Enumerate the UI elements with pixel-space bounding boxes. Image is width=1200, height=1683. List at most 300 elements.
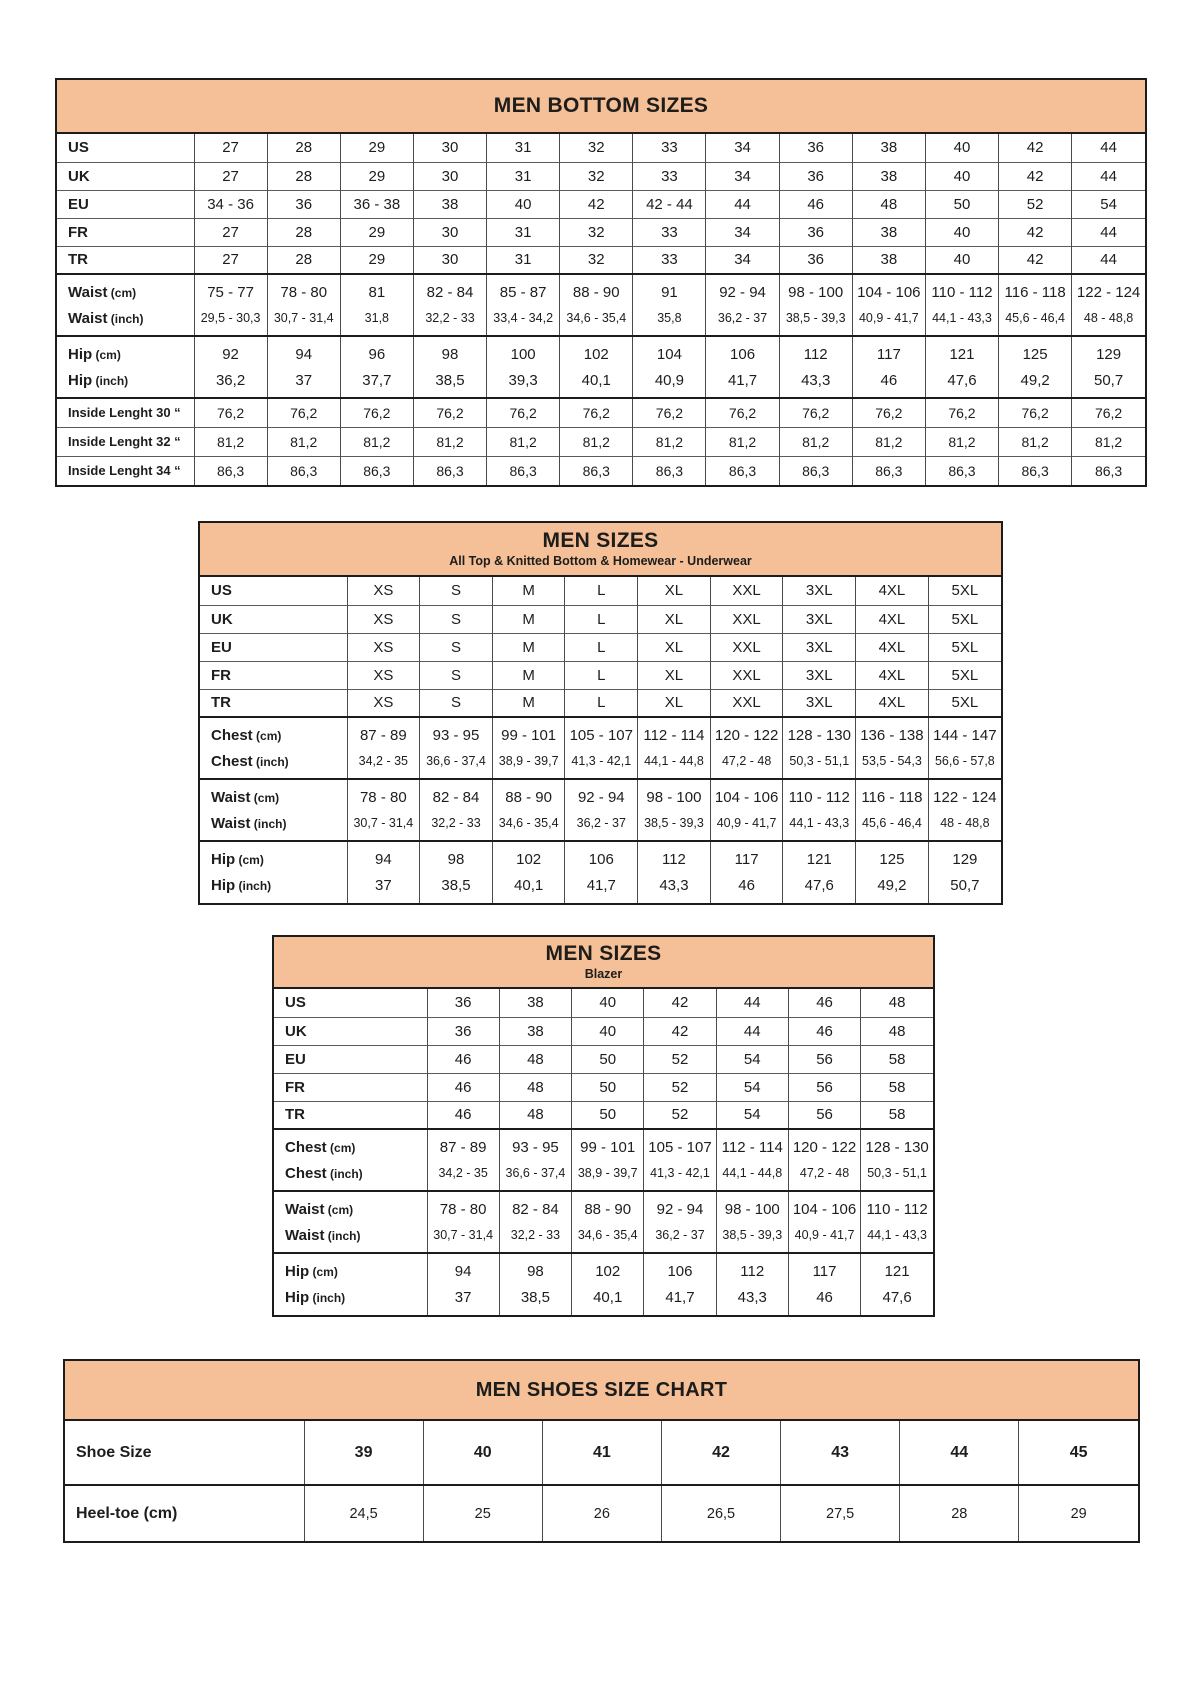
value-cell: 31 (487, 162, 560, 190)
value-cell: 86,3 (706, 456, 779, 485)
value-cell: 29 (340, 218, 413, 246)
value-cell: 44,1 - 44,8 (638, 748, 711, 779)
value-cell: 120 - 122 (710, 717, 783, 748)
row-label: Heel-toe (cm) (65, 1485, 304, 1541)
value-cell: 87 - 89 (427, 1129, 499, 1160)
value-cell: 86,3 (633, 456, 706, 485)
table-title: MEN BOTTOM SIZES (493, 94, 709, 118)
value-cell: XL (638, 605, 711, 633)
value-cell: 39,3 (487, 367, 560, 398)
value-cell: L (565, 689, 638, 717)
value-cell: L (565, 605, 638, 633)
value-cell: 38 (413, 190, 486, 218)
value-cell: 81,2 (267, 427, 340, 456)
value-cell: 86,3 (925, 456, 998, 485)
table-row (200, 577, 1001, 605)
value-cell: 42 (560, 190, 633, 218)
value-cell: 27 (194, 162, 267, 190)
row-label: US (68, 139, 89, 157)
value-cell: 27,5 (781, 1485, 900, 1541)
value-cell: 88 - 90 (572, 1191, 644, 1222)
value-cell: 40 (487, 190, 560, 218)
row-label: TR (200, 689, 347, 717)
value-cell: 41,7 (706, 367, 779, 398)
row-label: Waist (inch) (68, 309, 144, 327)
value-cell: 86,3 (852, 456, 925, 485)
value-cell: 41,3 - 42,1 (565, 748, 638, 779)
value-cell: 82 - 84 (413, 274, 486, 305)
value-cell: 81 (340, 274, 413, 305)
value-cell: 41 (542, 1421, 661, 1485)
table-row (274, 1284, 933, 1315)
value-cell: 40,9 - 41,7 (852, 305, 925, 336)
value-cell: 46 (779, 190, 852, 218)
value-cell: 98 (420, 841, 493, 872)
value-cell: 76,2 (413, 398, 486, 427)
value-cell: 106 (565, 841, 638, 872)
row-label: Inside Lenght 30 “ (57, 398, 194, 427)
table-row (57, 336, 1145, 367)
row-label: FR (274, 1073, 427, 1101)
table-header (274, 937, 933, 989)
table-row (200, 661, 1001, 689)
row-label: TR (57, 246, 194, 274)
table-row (274, 1101, 933, 1129)
value-cell: XL (638, 661, 711, 689)
value-cell: 120 - 122 (788, 1129, 860, 1160)
value-cell: 104 - 106 (788, 1191, 860, 1222)
value-cell: 56 (788, 1073, 860, 1101)
value-cell: S (420, 577, 493, 605)
row-label: Waist (inch) (211, 814, 287, 832)
value-cell: 31 (487, 134, 560, 162)
value-cell: 34,6 - 35,4 (492, 810, 565, 841)
value-cell: 78 - 80 (267, 274, 340, 305)
value-cell: 81,2 (194, 427, 267, 456)
value-cell: L (565, 577, 638, 605)
value-cell: 76,2 (779, 398, 852, 427)
value-cell: 38,9 - 39,7 (572, 1160, 644, 1191)
value-cell: 32 (560, 246, 633, 274)
table-row (65, 1485, 1138, 1541)
value-cell: M (492, 661, 565, 689)
value-cell: 44 (1072, 218, 1145, 246)
value-cell: 44,1 - 44,8 (716, 1160, 788, 1191)
value-cell: L (565, 661, 638, 689)
row-label: Waist (cm) (274, 1191, 427, 1222)
table-row (57, 367, 1145, 398)
table-row (57, 162, 1145, 190)
value-cell: 28 (267, 218, 340, 246)
value-cell: 129 (928, 841, 1001, 872)
value-cell: 36 (779, 246, 852, 274)
value-cell: M (492, 605, 565, 633)
value-cell: XXL (710, 605, 783, 633)
value-cell: 42 (999, 218, 1072, 246)
row-label: Hip (inch) (211, 877, 272, 894)
value-cell: 35,8 (633, 305, 706, 336)
table-row (274, 1253, 933, 1284)
value-cell: 36,6 - 37,4 (420, 748, 493, 779)
value-cell: 121 (861, 1253, 933, 1284)
table-row (274, 1191, 933, 1222)
row-label: TR (274, 1101, 427, 1129)
table-row (57, 218, 1145, 246)
value-cell: 86,3 (779, 456, 852, 485)
value-cell: 40 (572, 1017, 644, 1045)
value-cell: 81,2 (340, 427, 413, 456)
value-cell: 50 (572, 1045, 644, 1073)
value-cell: 4XL (856, 633, 929, 661)
value-cell: 82 - 84 (420, 779, 493, 810)
value-cell: 25 (423, 1485, 542, 1541)
value-cell: 36,2 (194, 367, 267, 398)
value-cell: 52 (644, 1073, 716, 1101)
value-cell: 44 (1072, 134, 1145, 162)
value-cell: 38,5 (420, 872, 493, 903)
size-grid (274, 989, 933, 1315)
value-cell: 91 (633, 274, 706, 305)
value-cell: 38 (852, 246, 925, 274)
value-cell: 58 (861, 1101, 933, 1129)
value-cell: 36 - 38 (340, 190, 413, 218)
value-cell: 38 (499, 1017, 571, 1045)
value-cell: 54 (716, 1073, 788, 1101)
value-cell: 48 - 48,8 (928, 810, 1001, 841)
value-cell: 44 (706, 190, 779, 218)
value-cell: 78 - 80 (427, 1191, 499, 1222)
value-cell: 36 (427, 989, 499, 1017)
table-row (200, 717, 1001, 748)
table-row (57, 190, 1145, 218)
table-row (200, 810, 1001, 841)
value-cell: 81,2 (487, 427, 560, 456)
value-cell: 44 (716, 989, 788, 1017)
value-cell: 42 - 44 (633, 190, 706, 218)
value-cell: 78 - 80 (347, 779, 420, 810)
value-cell: 40,9 - 41,7 (710, 810, 783, 841)
value-cell: 98 - 100 (716, 1191, 788, 1222)
value-cell: 99 - 101 (572, 1129, 644, 1160)
value-cell: 29,5 - 30,3 (194, 305, 267, 336)
value-cell: 46 (427, 1045, 499, 1073)
value-cell: 38 (499, 989, 571, 1017)
value-cell: 30 (413, 162, 486, 190)
table-row (274, 1222, 933, 1253)
value-cell: 3XL (783, 577, 856, 605)
value-cell: 31 (487, 218, 560, 246)
value-cell: 47,6 (783, 872, 856, 903)
value-cell: 26 (542, 1485, 661, 1541)
value-cell: L (565, 633, 638, 661)
value-cell: 105 - 107 (644, 1129, 716, 1160)
value-cell: 117 (852, 336, 925, 367)
table-title: MEN SHOES SIZE CHART (475, 1379, 728, 1401)
value-cell: 36,2 - 37 (565, 810, 638, 841)
value-cell: 38 (852, 134, 925, 162)
value-cell: 49,2 (856, 872, 929, 903)
value-cell: 32,2 - 33 (420, 810, 493, 841)
value-cell: 52 (644, 1101, 716, 1129)
value-cell: M (492, 633, 565, 661)
row-label: FR (200, 661, 347, 689)
value-cell: 117 (710, 841, 783, 872)
value-cell: 76,2 (706, 398, 779, 427)
value-cell: 48 (499, 1045, 571, 1073)
value-cell: 104 - 106 (852, 274, 925, 305)
value-cell: 27 (194, 134, 267, 162)
row-label: FR (57, 218, 194, 246)
value-cell: 34 (706, 218, 779, 246)
value-cell: 96 (340, 336, 413, 367)
value-cell: 48 (861, 989, 933, 1017)
value-cell: 5XL (928, 661, 1001, 689)
value-cell: 76,2 (633, 398, 706, 427)
value-cell: 45,6 - 46,4 (856, 810, 929, 841)
value-cell: 42 (999, 162, 1072, 190)
value-cell: 53,5 - 54,3 (856, 748, 929, 779)
row-label: Inside Lenght 34 “ (57, 456, 194, 485)
value-cell: XS (347, 661, 420, 689)
value-cell: 34 (706, 162, 779, 190)
value-cell: 86,3 (560, 456, 633, 485)
value-cell: 5XL (928, 577, 1001, 605)
value-cell: 44 (1072, 246, 1145, 274)
value-cell: 40 (925, 162, 998, 190)
value-cell: 92 - 94 (565, 779, 638, 810)
value-cell: 99 - 101 (492, 717, 565, 748)
men-sizes-top-table (198, 521, 1003, 905)
value-cell: 93 - 95 (499, 1129, 571, 1160)
value-cell: 40 (925, 218, 998, 246)
value-cell: 44 (900, 1421, 1019, 1485)
value-cell: 86,3 (999, 456, 1072, 485)
value-cell: 50 (572, 1073, 644, 1101)
value-cell: 36 (779, 162, 852, 190)
value-cell: 54 (1072, 190, 1145, 218)
value-cell: 81,2 (999, 427, 1072, 456)
row-label: Chest (inch) (211, 752, 289, 770)
value-cell: 28 (900, 1485, 1019, 1541)
value-cell: XS (347, 577, 420, 605)
value-cell: 94 (427, 1253, 499, 1284)
value-cell: 43,3 (779, 367, 852, 398)
table-header (65, 1361, 1138, 1421)
value-cell: 125 (856, 841, 929, 872)
value-cell: 112 (638, 841, 711, 872)
value-cell: XL (638, 689, 711, 717)
value-cell: 37,7 (340, 367, 413, 398)
value-cell: 102 (572, 1253, 644, 1284)
value-cell: 42 (999, 246, 1072, 274)
value-cell: 27 (194, 246, 267, 274)
value-cell: 75 - 77 (194, 274, 267, 305)
row-label: UK (57, 162, 194, 190)
value-cell: 94 (347, 841, 420, 872)
value-cell: 33 (633, 134, 706, 162)
table-header (57, 80, 1145, 134)
value-cell: 76,2 (1072, 398, 1145, 427)
table-row (57, 305, 1145, 336)
value-cell: 33 (633, 162, 706, 190)
value-cell: 38,5 (499, 1284, 571, 1315)
value-cell: 37 (347, 872, 420, 903)
men-size-charts-page (0, 78, 1200, 1543)
value-cell: 37 (427, 1284, 499, 1315)
row-label: UK (200, 605, 347, 633)
value-cell: 105 - 107 (565, 717, 638, 748)
value-cell: 34 - 36 (194, 190, 267, 218)
value-cell: 36,6 - 37,4 (499, 1160, 571, 1191)
value-cell: 47,6 (861, 1284, 933, 1315)
value-cell: 26,5 (661, 1485, 780, 1541)
table-row (57, 427, 1145, 456)
value-cell: 86,3 (487, 456, 560, 485)
table-row (200, 605, 1001, 633)
value-cell: 4XL (856, 605, 929, 633)
value-cell: XXL (710, 661, 783, 689)
row-label: Hip (cm) (274, 1253, 427, 1284)
value-cell: 36 (267, 190, 340, 218)
value-cell: 76,2 (560, 398, 633, 427)
value-cell: 32 (560, 162, 633, 190)
table-row (65, 1421, 1138, 1485)
value-cell: 86,3 (340, 456, 413, 485)
value-cell: 38,5 (413, 367, 486, 398)
value-cell: 4XL (856, 661, 929, 689)
value-cell: 34,6 - 35,4 (560, 305, 633, 336)
value-cell: 36 (427, 1017, 499, 1045)
value-cell: 40,9 (633, 367, 706, 398)
value-cell: XS (347, 689, 420, 717)
value-cell: 34,6 - 35,4 (572, 1222, 644, 1253)
value-cell: 56 (788, 1101, 860, 1129)
value-cell: 58 (861, 1045, 933, 1073)
value-cell: 81,2 (560, 427, 633, 456)
value-cell: 76,2 (999, 398, 1072, 427)
value-cell: 5XL (928, 633, 1001, 661)
value-cell: 46 (788, 1284, 860, 1315)
table-row (200, 633, 1001, 661)
value-cell: 76,2 (267, 398, 340, 427)
row-label: US (211, 582, 232, 600)
value-cell: 29 (340, 246, 413, 274)
value-cell: 30,7 - 31,4 (427, 1222, 499, 1253)
value-cell: 48 (499, 1101, 571, 1129)
value-cell: 121 (925, 336, 998, 367)
value-cell: 36 (779, 134, 852, 162)
value-cell: 5XL (928, 605, 1001, 633)
value-cell: 112 - 114 (638, 717, 711, 748)
value-cell: 44,1 - 43,3 (783, 810, 856, 841)
row-label: Chest (cm) (200, 717, 347, 748)
value-cell: 32,2 - 33 (413, 305, 486, 336)
value-cell: 45,6 - 46,4 (999, 305, 1072, 336)
value-cell: 29 (340, 162, 413, 190)
row-label: Hip (cm) (57, 336, 194, 367)
value-cell: 76,2 (487, 398, 560, 427)
value-cell: 43,3 (638, 872, 711, 903)
value-cell: 81,2 (1072, 427, 1145, 456)
table-row (57, 134, 1145, 162)
value-cell: 52 (999, 190, 1072, 218)
value-cell: 48 - 48,8 (1072, 305, 1145, 336)
table-row (57, 274, 1145, 305)
value-cell: 94 (267, 336, 340, 367)
table-row (274, 1160, 933, 1191)
value-cell: 54 (716, 1045, 788, 1073)
value-cell: 36 (779, 218, 852, 246)
value-cell: 5XL (928, 689, 1001, 717)
value-cell: 3XL (783, 633, 856, 661)
value-cell: 48 (861, 1017, 933, 1045)
value-cell: 104 - 106 (710, 779, 783, 810)
value-cell: 24,5 (304, 1485, 423, 1541)
value-cell: 100 (487, 336, 560, 367)
value-cell: 112 - 114 (716, 1129, 788, 1160)
value-cell: 121 (783, 841, 856, 872)
value-cell: 43,3 (716, 1284, 788, 1315)
table-subtitle: All Top & Knitted Bottom & Homewear - Underwear (449, 553, 752, 568)
value-cell: 31 (487, 246, 560, 274)
value-cell: 38 (852, 162, 925, 190)
value-cell: 30 (413, 218, 486, 246)
value-cell: 76,2 (852, 398, 925, 427)
value-cell: 40,9 - 41,7 (788, 1222, 860, 1253)
value-cell: 144 - 147 (928, 717, 1001, 748)
value-cell: 49,2 (999, 367, 1072, 398)
value-cell: 98 (499, 1253, 571, 1284)
value-cell: 34 (706, 246, 779, 274)
table-row (57, 398, 1145, 427)
value-cell: 81,2 (633, 427, 706, 456)
row-label: Shoe Size (76, 1443, 152, 1461)
value-cell: XS (347, 605, 420, 633)
value-cell: 30 (413, 134, 486, 162)
value-cell: 40 (925, 134, 998, 162)
value-cell: 33,4 - 34,2 (487, 305, 560, 336)
value-cell: 112 (716, 1253, 788, 1284)
value-cell: 46 (852, 367, 925, 398)
men-shoes-size-chart-table (63, 1359, 1140, 1543)
value-cell: 42 (661, 1421, 780, 1485)
value-cell: 81,2 (925, 427, 998, 456)
value-cell: 87 - 89 (347, 717, 420, 748)
value-cell: 125 (999, 336, 1072, 367)
value-cell: 104 (633, 336, 706, 367)
row-label: Chest (cm) (274, 1129, 427, 1160)
value-cell: 41,7 (644, 1284, 716, 1315)
value-cell: 46 (788, 1017, 860, 1045)
value-cell: 37 (267, 367, 340, 398)
table-subtitle: Blazer (584, 966, 623, 981)
value-cell: 128 - 130 (861, 1129, 933, 1160)
value-cell: 32 (560, 134, 633, 162)
value-cell: M (492, 689, 565, 717)
value-cell: 42 (644, 1017, 716, 1045)
value-cell: 33 (633, 218, 706, 246)
value-cell: 41,7 (565, 872, 638, 903)
value-cell: 98 - 100 (638, 779, 711, 810)
value-cell: 3XL (783, 689, 856, 717)
value-cell: 122 - 124 (1072, 274, 1145, 305)
value-cell: 46 (788, 989, 860, 1017)
value-cell: 32,2 - 33 (499, 1222, 571, 1253)
value-cell: 50,7 (928, 872, 1001, 903)
value-cell: 28 (267, 246, 340, 274)
value-cell: 47,2 - 48 (710, 748, 783, 779)
value-cell: 92 - 94 (706, 274, 779, 305)
